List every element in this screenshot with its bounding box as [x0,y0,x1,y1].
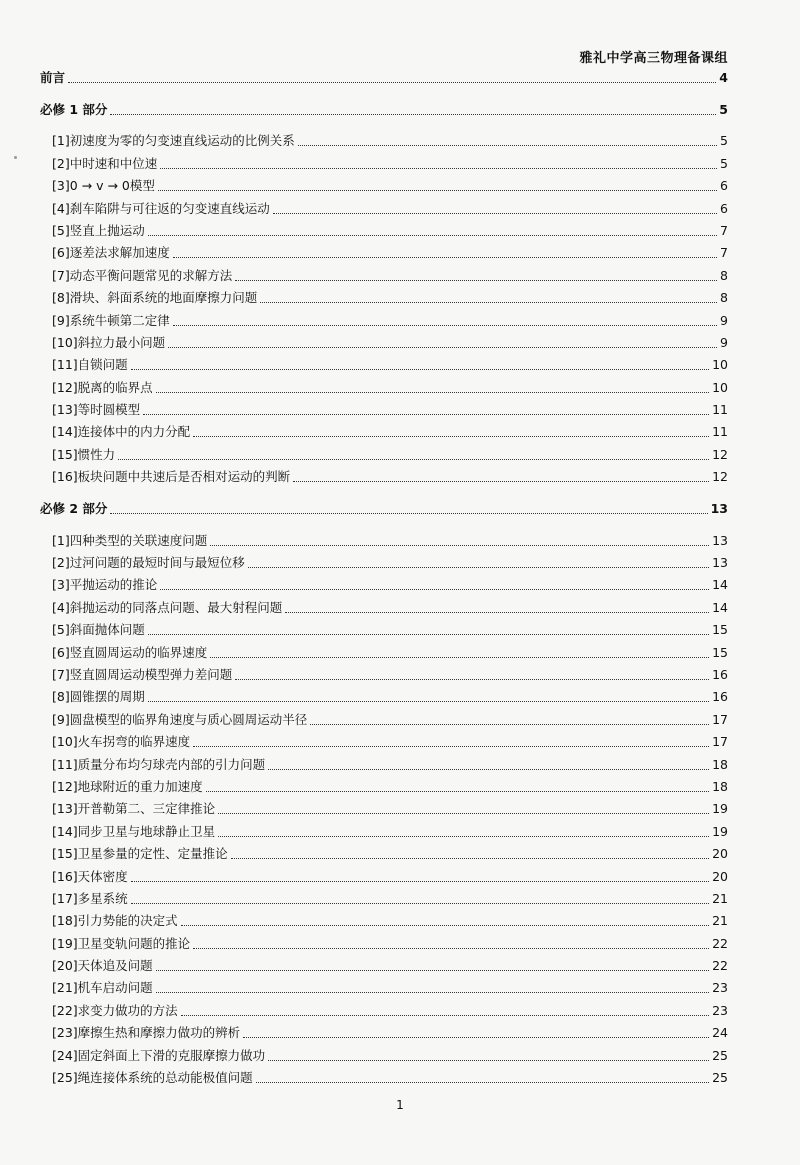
toc-entry[interactable] [40,526,728,548]
dot-leader [160,168,717,169]
page-number: 1 [396,1098,404,1112]
toc-entry-page: 20 [712,846,728,862]
toc-entry[interactable] [40,728,728,750]
toc-entry-page: 6 [720,178,728,194]
dot-leader [160,589,709,590]
toc-part1-list [40,127,728,485]
toc-entry-page: 14 [712,599,728,615]
dot-leader [273,213,717,214]
toc-entry[interactable] [40,172,728,194]
toc-entry-label: [7]动态平衡问题常见的求解方法 [52,267,233,283]
dot-leader [210,657,709,658]
toc-entry[interactable] [40,705,728,727]
toc-entry-label: [23]摩擦生热和摩擦力做功的辨析 [52,1025,241,1041]
dot-leader [210,545,709,546]
dot-leader [68,82,716,83]
toc-section-page: 13 [710,501,728,517]
toc-entry-page: 7 [720,245,728,261]
toc-entry-label: [6]逐差法求解加速度 [52,245,170,261]
toc-section-part2[interactable] [40,495,728,517]
dot-leader [243,1037,709,1038]
toc-entry-label: [18]引力势能的决定式 [52,913,178,929]
toc-entry-label: [13]开普勒第二、三定律推论 [52,801,216,817]
toc-entry[interactable] [40,329,728,351]
toc-entry-page: 13 [712,555,728,571]
page-header: 雅礼中学高三物理备课组 [579,51,728,66]
toc-entry[interactable] [40,261,728,283]
dot-leader [181,1015,709,1016]
dot-leader [118,459,709,460]
toc-entry-label: [7]竖直圆周运动模型弹力差问题 [52,666,233,682]
toc-entry-page: 24 [712,1025,728,1041]
dot-leader [148,235,717,236]
toc-entry-label: [9]系统牛顿第二定律 [52,312,170,328]
toc-entry[interactable] [40,571,728,593]
toc-entry-label: [12]脱离的临界点 [52,379,153,395]
toc-entry[interactable] [40,817,728,839]
toc-entry-page: 9 [720,334,728,350]
toc-entry-label: 前言 [40,70,66,85]
toc-entry-page: 22 [712,935,728,951]
toc-entry[interactable] [40,440,728,462]
toc-entry-page: 10 [712,379,728,395]
toc-entry-label: [8]滑块、斜面系统的地面摩擦力问题 [52,290,258,306]
toc-entry-page: 20 [712,868,728,884]
dot-leader [156,992,709,993]
toc-entry-page: 4 [719,70,728,85]
toc-entry-label: [1]初速度为零的匀变速直线运动的比例关系 [52,133,295,149]
toc-entry-page: 25 [712,1070,728,1086]
section-gap [40,485,728,495]
dot-leader [148,634,709,635]
dot-leader [218,813,709,814]
toc-entry[interactable] [40,351,728,373]
table-of-contents [40,64,728,1086]
toc-entry-label: [2]中时速和中位速 [52,155,158,171]
toc-entry-page: 16 [712,666,728,682]
dot-leader [148,701,709,702]
toc-entry-label: [3]平抛运动的推论 [52,577,158,593]
toc-entry-label: [10]火车拐弯的临界速度 [52,734,191,750]
dot-leader [131,881,709,882]
toc-entry-label: [22]求变力做功的方法 [52,1002,178,1018]
toc-entry-page: 19 [712,823,728,839]
dot-leader [156,970,709,971]
toc-entry[interactable] [40,974,728,996]
toc-section-page: 5 [719,102,728,117]
toc-entry[interactable] [40,217,728,239]
toc-entry-page: 13 [712,532,728,548]
toc-entry-page: 5 [720,155,728,171]
toc-entry-label: [17]多星系统 [52,890,128,906]
toc-entry[interactable] [40,616,728,638]
toc-entry[interactable] [40,638,728,660]
toc-entry-label: [10]斜拉力最小问题 [52,334,166,350]
dot-leader [193,436,709,437]
dot-leader [206,791,709,792]
dot-leader [173,325,717,326]
toc-entry-label: [1]四种类型的关联速度问题 [52,532,208,548]
toc-entry[interactable] [40,593,728,615]
toc-entry-label: [2]过河问题的最短时间与最短位移 [52,555,245,571]
toc-entry-label: [3]0 → v → 0模型 [52,178,155,194]
toc-entry[interactable] [40,396,728,418]
toc-entry[interactable] [40,127,728,149]
dot-leader [218,836,709,837]
toc-entry-label: [19]卫星变轨问题的推论 [52,935,191,951]
dot-leader [298,145,717,146]
dot-leader [285,612,709,613]
dot-leader [173,257,717,258]
toc-entry[interactable] [40,373,728,395]
toc-entry[interactable] [40,862,728,884]
toc-entry[interactable] [40,284,728,306]
toc-entry-page: 12 [712,446,728,462]
dot-leader [248,567,709,568]
dot-leader [310,724,709,725]
toc-entry[interactable] [40,996,728,1018]
toc-entry-label: [4]斜抛运动的同落点问题、最大射程问题 [52,599,283,615]
toc-entry-label: [15]卫星参量的定性、定量推论 [52,846,228,862]
toc-entry-page: 8 [720,267,728,283]
dot-leader [268,769,709,770]
toc-entry-page: 23 [712,980,728,996]
toc-entry-page: 8 [720,290,728,306]
scan-speck [14,156,17,159]
dot-leader [260,302,717,303]
dot-leader [110,114,716,115]
toc-entry[interactable] [40,306,728,328]
dot-leader [168,347,717,348]
toc-entry-page: 22 [712,958,728,974]
toc-section-label: 必修 2 部分 [40,501,108,517]
dot-leader [158,190,717,191]
toc-entry-page: 21 [712,890,728,906]
toc-entry-label: [16]天体密度 [52,868,128,884]
toc-entry[interactable] [40,463,728,485]
toc-entry[interactable] [40,1064,728,1086]
toc-entry-label: [5]斜面抛体问题 [52,622,145,638]
toc-entry-page: 25 [712,1047,728,1063]
toc-entry-page: 15 [712,644,728,660]
toc-entry-page: 7 [720,222,728,238]
toc-entry-label: [5]竖直上抛运动 [52,222,145,238]
toc-entry-label: [21]机车启动问题 [52,980,153,996]
toc-entry-label: [16]板块问题中共速后是否相对运动的判断 [52,469,291,485]
toc-entry[interactable] [40,773,728,795]
toc-entry[interactable] [40,907,728,929]
toc-entry-page: 18 [712,756,728,772]
dot-leader [235,679,709,680]
toc-entry[interactable] [40,661,728,683]
dot-leader [156,392,709,393]
toc-entry[interactable] [40,750,728,772]
toc-entry-page: 16 [712,689,728,705]
toc-entry-label: [25]绳连接体系统的总动能极值问题 [52,1070,253,1086]
toc-entry-preface[interactable] [40,64,728,86]
toc-entry-page: 23 [712,1002,728,1018]
toc-entry-page: 5 [720,133,728,149]
toc-entry-page: 12 [712,469,728,485]
dot-leader [143,414,709,415]
toc-entry-label: [20]天体追及问题 [52,958,153,974]
toc-entry[interactable] [40,549,728,571]
toc-entry-page: 15 [712,622,728,638]
toc-entry[interactable] [40,1019,728,1041]
toc-entry-label: [11]自锁问题 [52,357,128,373]
toc-entry[interactable] [40,929,728,951]
toc-part2-list [40,526,728,1086]
toc-entry-page: 6 [720,200,728,216]
toc-entry-page: 21 [712,913,728,929]
toc-entry[interactable] [40,683,728,705]
dot-leader [131,369,709,370]
toc-section-part1[interactable] [40,96,728,118]
toc-entry-label: [14]同步卫星与地球静止卫星 [52,823,216,839]
toc-entry-label: [13]等时圆模型 [52,402,141,418]
dot-leader [235,280,717,281]
dot-leader [193,746,709,747]
toc-entry-page: 17 [712,711,728,727]
dot-leader [231,858,709,859]
toc-entry-page: 18 [712,778,728,794]
toc-entry-label: [11]质量分布均匀球壳内部的引力问题 [52,756,266,772]
toc-entry[interactable] [40,885,728,907]
dot-leader [256,1082,709,1083]
toc-entry[interactable] [40,840,728,862]
toc-entry-page: 11 [712,424,728,440]
toc-entry-page: 14 [712,577,728,593]
toc-entry-page: 19 [712,801,728,817]
toc-entry[interactable] [40,194,728,216]
toc-entry[interactable] [40,1041,728,1063]
toc-entry[interactable] [40,239,728,261]
toc-entry-label: [24]固定斜面上下滑的克服摩擦力做功 [52,1047,266,1063]
toc-section-label: 必修 1 部分 [40,102,108,117]
dot-leader [268,1060,709,1061]
dot-leader [110,513,707,514]
toc-entry-page: 10 [712,357,728,373]
dot-leader [193,948,709,949]
toc-entry-label: [6]竖直圆周运动的临界速度 [52,644,208,660]
toc-entry-label: [15]惯性力 [52,446,116,462]
toc-entry[interactable] [40,149,728,171]
toc-entry[interactable] [40,952,728,974]
toc-entry-page: 11 [712,402,728,418]
toc-entry-label: [14]连接体中的内力分配 [52,424,191,440]
toc-entry-page: 17 [712,734,728,750]
toc-entry-label: [4]刹车陷阱与可往返的匀变速直线运动 [52,200,270,216]
dot-leader [181,925,709,926]
toc-entry-label: [9]圆盘模型的临界角速度与质心圆周运动半径 [52,711,308,727]
toc-entry[interactable] [40,418,728,440]
dot-leader [293,481,709,482]
toc-entry-label: [12]地球附近的重力加速度 [52,778,203,794]
toc-entry-label: [8]圆锥摆的周期 [52,689,145,705]
toc-entry[interactable] [40,795,728,817]
toc-entry-page: 9 [720,312,728,328]
dot-leader [131,903,709,904]
